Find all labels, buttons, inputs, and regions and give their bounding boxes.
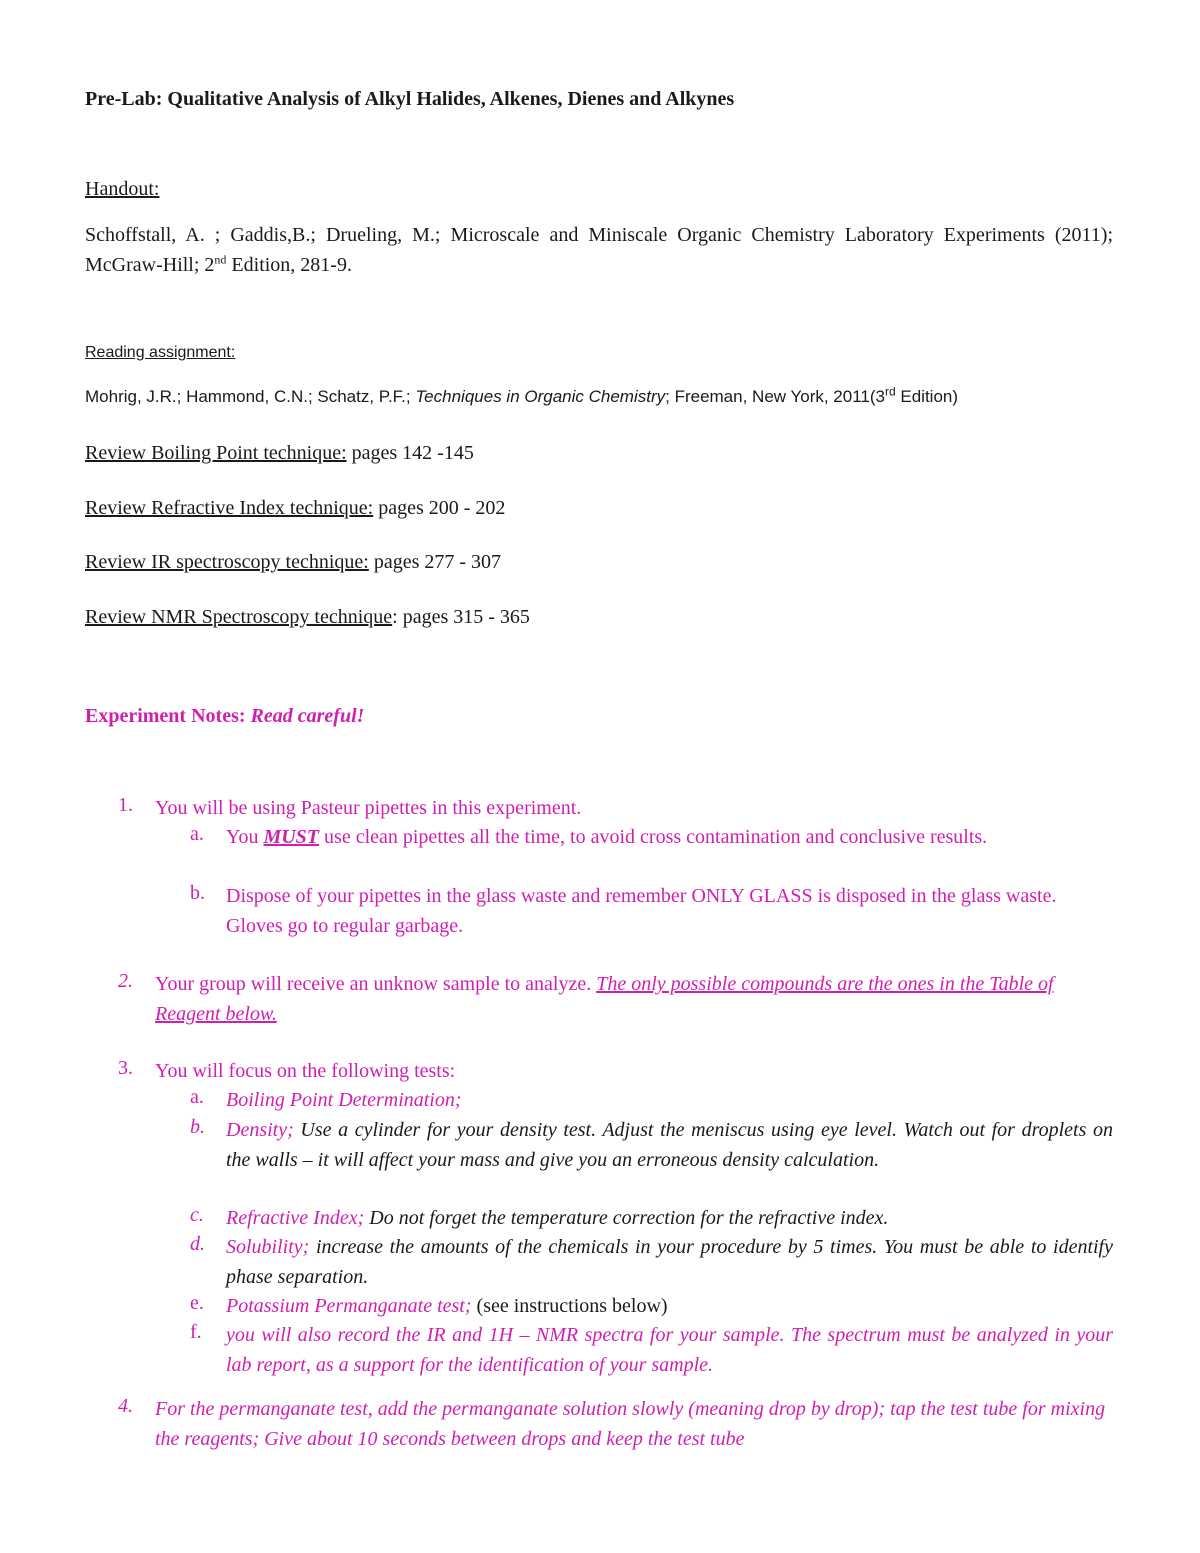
subitem-text-end: use clean pipettes all the time, to avoid cross contamination and conclusive results. bbox=[319, 826, 988, 848]
list-item-permanganate-procedure: For the permanganate test, add the permanganate solution slowly (meaning drop by drop); tap the test tube for mixing the reagents; Give about 10 seconds between drops and keep the test tube bbox=[155, 1398, 1106, 1450]
list-item-unknown-sample bbox=[155, 970, 1113, 1029]
list-letter: f. bbox=[190, 1321, 202, 1343]
review-pages: pages 142 -145 bbox=[346, 442, 474, 464]
list-item-pipettes: You will be using Pasteur pipettes in this experiment. bbox=[155, 797, 582, 819]
list-letter: d. bbox=[190, 1233, 205, 1255]
reading-edition-superscript: rd bbox=[884, 384, 896, 399]
test-solubility bbox=[226, 1233, 1113, 1292]
reading-authors: Mohrig, J.R.; Hammond, C.N.; Schatz, P.F.; bbox=[85, 387, 416, 406]
test-refractive-index bbox=[226, 1204, 1113, 1234]
test-boiling-point: Boiling Point Determination; bbox=[226, 1089, 462, 1111]
review-boiling-point bbox=[85, 442, 474, 465]
test-name: Potassium Permanganate test; bbox=[226, 1295, 472, 1317]
review-label: Review Boiling Point technique: bbox=[85, 442, 347, 464]
list-letter: b. bbox=[190, 1116, 205, 1138]
notes-heading-emphasis: Read careful! bbox=[250, 705, 365, 727]
notes-heading bbox=[85, 705, 364, 728]
review-ir bbox=[85, 551, 501, 574]
review-label: Review IR spectroscopy technique: bbox=[85, 551, 369, 573]
test-density bbox=[226, 1116, 1113, 1175]
test-description: increase the amounts of the chemicals in your procedure by 5 times. You must be able to identify phase separation. bbox=[226, 1236, 1113, 1288]
handout-citation-end: Edition, 281-9. bbox=[226, 254, 352, 276]
review-pages: pages 200 - 202 bbox=[373, 497, 506, 519]
list-letter: c. bbox=[190, 1204, 204, 1226]
list-letter: a. bbox=[190, 1086, 204, 1108]
test-name: Refractive Index; bbox=[226, 1207, 365, 1229]
table-reference: The only possible compounds are the ones in the Table of Reagent below. bbox=[155, 973, 1054, 1025]
handout-label: Handout: bbox=[85, 178, 160, 200]
list-item-tests: You will focus on the following tests: bbox=[155, 1060, 456, 1082]
reading-label: Reading assignment: bbox=[85, 344, 236, 361]
edition-superscript: nd bbox=[214, 252, 227, 267]
test-name: Solubility; bbox=[226, 1236, 310, 1258]
list-number: 4. bbox=[118, 1395, 133, 1417]
list-letter: a. bbox=[190, 823, 204, 845]
list-number: 1. bbox=[118, 794, 133, 816]
review-label: Review Refractive Index technique: bbox=[85, 497, 374, 519]
reading-publisher: ; Freeman, New York, 2011(3 bbox=[665, 387, 885, 406]
review-nmr bbox=[85, 606, 530, 629]
review-pages: : pages 315 - 365 bbox=[392, 606, 530, 628]
test-ir-nmr: you will also record the IR and 1H – NMR spectra for your sample. The spectrum must be analyzed in your lab report, as a support for the identification of your sample. bbox=[226, 1324, 1113, 1376]
list-letter: e. bbox=[190, 1292, 204, 1314]
review-label: Review NMR Spectroscopy technique bbox=[85, 606, 393, 628]
list-number: 3. bbox=[118, 1057, 133, 1079]
handout-citation bbox=[85, 220, 1113, 280]
test-description: (see instructions below) bbox=[471, 1295, 668, 1317]
list-subitem-dispose: Dispose of your pipettes in the glass waste and remember ONLY GLASS is disposed in the glass waste. Gloves go to regular garbage. bbox=[226, 885, 1057, 937]
test-description: Do not forget the temperature correction for the refractive index. bbox=[364, 1207, 889, 1229]
list-number: 2. bbox=[118, 970, 133, 992]
list-subitem-clean-pipettes bbox=[226, 823, 1113, 853]
must-emphasis: MUST bbox=[263, 826, 320, 848]
reading-citation bbox=[85, 384, 959, 407]
review-pages: pages 277 - 307 bbox=[368, 551, 502, 573]
reading-book-title: Techniques in Organic Chemistry bbox=[415, 387, 666, 406]
test-description: Use a cylinder for your density test. Adjust the meniscus using eye level. Watch out for droplets on the walls – it will affect your mass and give you an erroneous density calculation. bbox=[226, 1119, 1113, 1171]
test-permanganate bbox=[226, 1292, 1113, 1322]
test-name: Density; bbox=[226, 1119, 294, 1141]
subitem-text: You bbox=[226, 826, 264, 848]
notes-heading-text: Experiment Notes: bbox=[85, 705, 251, 727]
page-title: Pre-Lab: Qualitative Analysis of Alkyl Halides, Alkenes, Dienes and Alkynes bbox=[85, 88, 735, 110]
reading-edition: Edition) bbox=[895, 387, 959, 406]
item-text: Your group will receive an unknow sample to analyze. bbox=[155, 973, 597, 995]
list-letter: b. bbox=[190, 882, 205, 904]
handout-citation-text: Schoffstall, A. ; Gaddis,B.; Drueling, M.; Microscale and Miniscale Organic Chemistry Laboratory Experiments (2011); McGraw-Hill; 2 bbox=[85, 224, 1113, 276]
review-refractive-index bbox=[85, 497, 505, 520]
